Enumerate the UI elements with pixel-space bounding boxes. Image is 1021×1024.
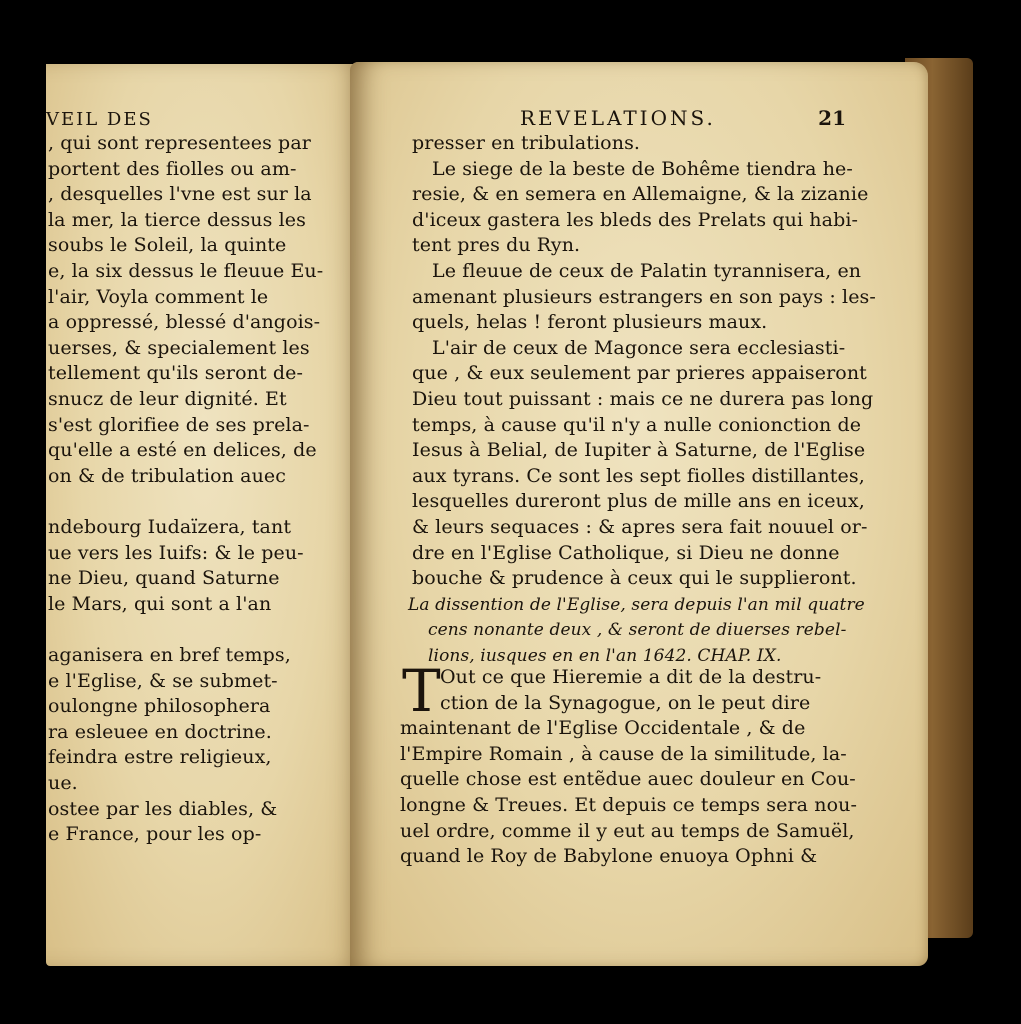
left-text-line: qu'elle a esté en delices, de [48,439,317,462]
left-text-line: ra esleuee en doctrine. [48,720,272,743]
body-line: bouche & prudence à ceux qui le supplieront. [412,567,857,590]
left-text-line: ue. [48,772,78,794]
left-running-header: VEIL DES [46,109,153,130]
body-line: amenant plusieurs estrangers en son pays : les- [412,285,876,308]
left-text-line: e, la six dessus le fleuue Eu- [48,260,324,282]
body-line: Iesus à Belial, de Iupiter à Saturne, de l'Eglise [412,439,866,462]
chapter-heading-line: La dissention de l'Eglise, sera depuis l'an mil quatre [408,595,865,615]
left-text-line: snucz de leur dignité. Et [48,388,287,410]
left-text-line: ue vers les Iuifs: & le peu- [48,541,304,564]
body-line: aux tyrans. Ce sont les sept fiolles distillantes, [412,464,865,487]
body-line: lesquelles dureront plus de mille ans en iceux, [412,490,865,513]
left-text-line: s'est glorifiee de ses prela- [48,413,310,436]
right-running-header: REVELATIONS. [520,106,716,130]
left-text-line: la mer, la tierce dessus les [48,208,306,231]
chapter-text-line: maintenant de l'Eglise Occidentale , & de [400,717,806,740]
left-text-line: ndebourg Iudaïzera, tant [48,516,292,538]
chapter-heading-line: lions, iusques en en l'an 1642. CHAP. IX. [428,645,782,666]
left-text-line: soubs le Soleil, la quinte [48,234,287,257]
left-text-line: aganisera en bref temps, [48,644,291,666]
body-line: dre en l'Eglise Catholique, si Dieu ne donne [412,541,840,564]
left-text-line: e l'Eglise, & se submet- [48,669,278,692]
body-line: quels, helas ! feront plusieurs maux. [412,311,768,334]
left-text-line: a oppressé, blessé d'angois- [48,311,321,334]
chapter-heading-line: cens nonante deux , & seront de diuerses rebel- [428,620,847,641]
chapter-text-line: ction de la Synagogue, on le peut dire [440,691,811,714]
left-text-line: le Mars, qui sont a l'an [48,592,272,615]
body-line: Le siege de la beste de Bohême tiendra he- [432,157,853,180]
body-line: L'air de ceux de Magonce sera ecclesiasti- [432,336,846,359]
body-line: temps, à cause qu'il n'y a nulle conionction de [412,413,862,436]
left-text-line: ne Dieu, quand Saturne [48,567,280,590]
left-text-line: uerses, & specialement les [48,336,310,359]
body-line: & leurs sequaces : & apres sera fait nouuel or- [412,516,868,538]
chapter-text-line: longne & Treues. Et depuis ce temps sera nou- [400,794,857,816]
chapter-text-line: l'Empire Romain , à cause de la similitude, la- [400,742,847,765]
chapter-text-line: uel ordre, comme il y eut au temps de Samuël, [400,819,855,842]
body-line: resie, & en semera en Allemaigne, & la zizanie [412,183,869,206]
body-line: Dieu tout puissant : mais ce ne durera pas long [412,388,874,410]
body-line: tent pres du Ryn. [412,234,581,257]
chapter-text-line: quand le Roy de Babylone enuoya Ophni & [400,845,818,868]
drop-cap: T [402,657,441,725]
left-text-line: on & de tribulation auec [48,464,286,487]
left-text-line: feindra estre religieux, [48,746,272,769]
left-text-line: portent des fiolles ou am- [48,157,297,180]
left-text-line: tellement qu'ils seront de- [48,362,303,385]
left-text-line: ostee par les diables, & [48,797,278,820]
chapter-text-line: quelle chose est entẽdue auec douleur en Cou- [400,768,856,791]
left-text-line: , desquelles l'vne est sur la [48,183,312,206]
left-text-line: oulongne philosophera [48,695,271,718]
body-line: que , & eux seulement par prieres appaiseront [412,362,867,385]
left-text-line: l'air, Voyla comment le [48,285,269,308]
left-text-line: e France, pour les op- [48,823,262,846]
chapter-text-line: Out ce que Hieremie a dit de la destru- [440,666,822,688]
body-line: presser en tribulations. [412,132,641,154]
page-number: 21 [818,106,846,130]
right-page [350,62,928,966]
left-page [46,64,362,966]
left-text-line: , qui sont representees par [48,132,311,154]
body-line: Le fleuue de ceux de Palatin tyrannisera, en [432,260,862,282]
body-line: d'iceux gastera les bleds des Prelats qui habi- [412,208,859,231]
